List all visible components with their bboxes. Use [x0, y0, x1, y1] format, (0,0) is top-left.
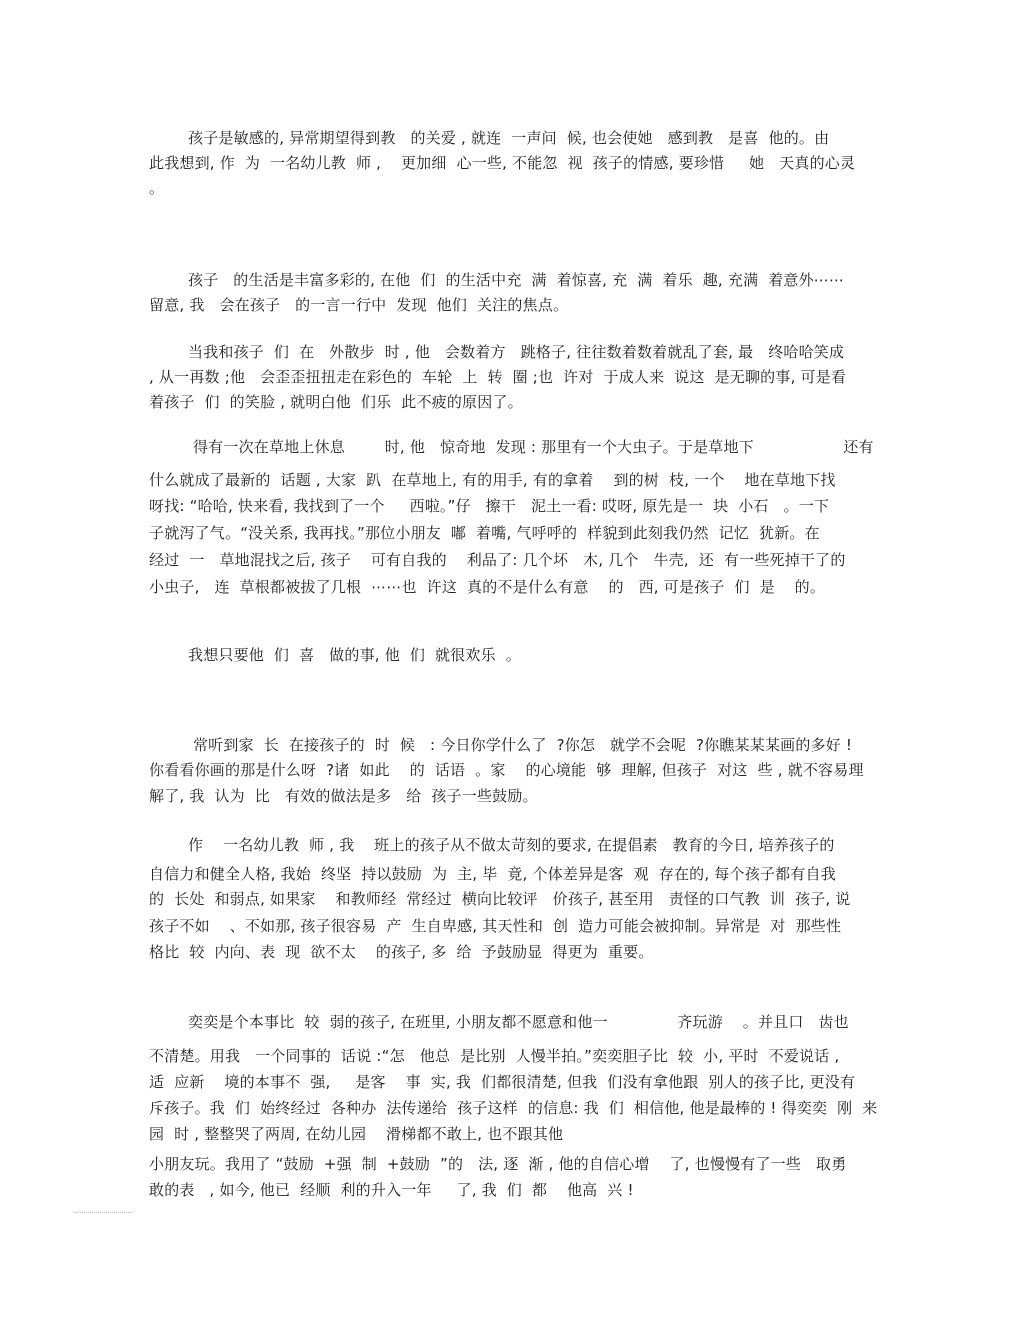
paragraph-8-line-2: 不清楚。用我 一个同事的 话说 :“怎 他总 是比别 人慢半拍。”奕奕胆子比 较 小, 平时 不爱说话 , — [149, 1047, 840, 1065]
paragraph-6-line-1: 常听到家 长 在接孩子的 时 候 : 今日你学什么了 ?你怎 就学不会呢 ?你瞧某某某画的多好 ! — [188, 736, 853, 754]
paragraph-4-line-5: 经过 一 草地混找之后, 孩子 可有自我的 利品了: 几个坏 木, 几个 牛壳, 还 有一些死掉干了的 — [149, 551, 846, 569]
paragraph-4-line-3: 呀找: “哈哈, 快来看, 我找到了一个 西啦。”仔 擦干 泥土一看: 哎呀, 原先是一 块 小石 。一下 — [149, 497, 830, 515]
paragraph-8-line-1: 奕奕是个本事比 较 弱的孩子, 在班里, 小朋友都不愿意和他一 齐玩游 。并且口 齿也 — [188, 1013, 849, 1031]
paragraph-7-line-4: 孩子不如 、不如那, 孩子很容易 产 生自卑感, 其天性和 创 造力可能会被抑制。异常是 对 那些性 — [149, 917, 842, 935]
paragraph-7-line-3: 的 长处 和弱点, 如果家 和教师经 常经过 横向比较评 价孩子, 甚至用 责怪的口气教 训 孩子, 说 — [149, 890, 851, 908]
footer-divider — [75, 1212, 133, 1213]
paragraph-4-line-1: 得有一次在草地上休息 时, 他 惊奇地 发现 : 那里有一个大虫子。于是草地下 还有 — [188, 438, 874, 456]
paragraph-6-line-3: 解了, 我 认为 比 有效的做法是多 给 孩子一些鼓励。 — [149, 787, 538, 805]
paragraph-6-line-2: 你看看你画的那是什么呀 ?诸 如此 的 话语 。家 的心境能 够 理解, 但孩子 对这 些 , 就不容易理 — [149, 761, 864, 779]
paragraph-3-line-1: 当我和孩子 们 在 外散步 时 , 他 会数着方 跳格子, 往往数着数着就乱了套, 最 终哈哈笑成 — [188, 343, 845, 361]
paragraph-7-line-2: 自信力和健全人格, 我始 终坚 持以鼓励 为 主, 毕 竟, 个体差异是客 观 存在的, 每个孩子都有自我 — [149, 865, 836, 883]
paragraph-1-line-3: 。 — [149, 179, 165, 197]
paragraph-3-line-2: , 从一再数 ;他 会歪歪扭扭走在彩色的 车轮 上 转 圈 ;也 许对 于成人来 说这 是无聊的事, 可是看 — [149, 368, 847, 386]
paragraph-2-line-1: 孩子 的生活是丰富多彩的, 在他 们 的生活中充 满 着惊喜, 充 满 着乐 趣, 充满 着意外⋯⋯ — [188, 271, 845, 289]
paragraph-8-line-5: 园 时 , 整整哭了两周, 在幼儿园 滑梯都不敢上, 也不跟其他 — [149, 1125, 564, 1143]
paragraph-8-line-3: 适 应新 境的本事不 强, 是客 事 实, 我 们都很清楚, 但我 们没有拿他跟 别人的孩子比, 更没有 — [149, 1073, 856, 1091]
paragraph-7-line-1: 作 一名幼儿教 师 , 我 班上的孩子从不做太苛刻的要求, 在提倡素 教育的今日, 培养孩子的 — [188, 836, 835, 854]
paragraph-4-line-2: 什么就成了最新的 话题 , 大家 趴 在草地上, 有的用手, 有的拿着 到的树 枝, 一个 地在草地下找 — [149, 471, 836, 489]
paragraph-1-line-2: 此我想到, 作 为 一名幼儿教 师 , 更加细 心一些, 不能忽 视 孩子的情感, 要珍惜 她 天真的心灵 — [149, 154, 856, 172]
paragraph-5-line-1: 我想只要他 们 喜 做的事, 他 们 就很欢乐 。 — [188, 646, 521, 664]
paragraph-4-line-6: 小虫子, 连 草根都被拔了几根 ⋯⋯也 许这 真的不是什么有意 的 西, 可是孩子 们 是 的。 — [149, 578, 826, 596]
paragraph-8-line-4: 斥孩子。我 们 始终经过 各种办 法传递给 孩子这样 的信息: 我 们 相信他, 他是最棒的 ! 得奕奕 刚 来 — [149, 1099, 878, 1117]
paragraph-2-line-2: 留意, 我 会在孩子 的一言一行中 发现 他们 关注的焦点。 — [149, 296, 569, 314]
paragraph-4-line-4: 子就泻了气。“没关系, 我再找。”那位小朋友 嘟 着嘴, 气呼呼的 样貌到此刻我仍然 记忆 犹新。在 — [149, 524, 820, 542]
paragraph-1-line-1: 孩子是敏感的, 异常期望得到教 的关爱 , 就连 一声问 候, 也会使她 感到教 是喜 他的。由 — [188, 129, 830, 147]
paragraph-7-line-5: 格比 较 内向、表 现 欲不太 的孩子, 多 给 予鼓励显 得更为 重要。 — [149, 943, 654, 961]
paragraph-8-line-6: 小朋友玩。我用了 “鼓励 +强 制 +鼓励 ”的 法, 逐 渐 , 他的自信心增 了, 也慢慢有了一些 取勇 — [149, 1155, 847, 1173]
paragraph-8-line-7: 敢的表 , 如今, 他已 经顺 利的升入一年 了, 我 们 都 他高 兴 ! — [149, 1181, 634, 1199]
paragraph-3-line-3: 着孩子 们 的笑脸 , 就明白他 们乐 此不疲的原因了。 — [149, 393, 523, 411]
